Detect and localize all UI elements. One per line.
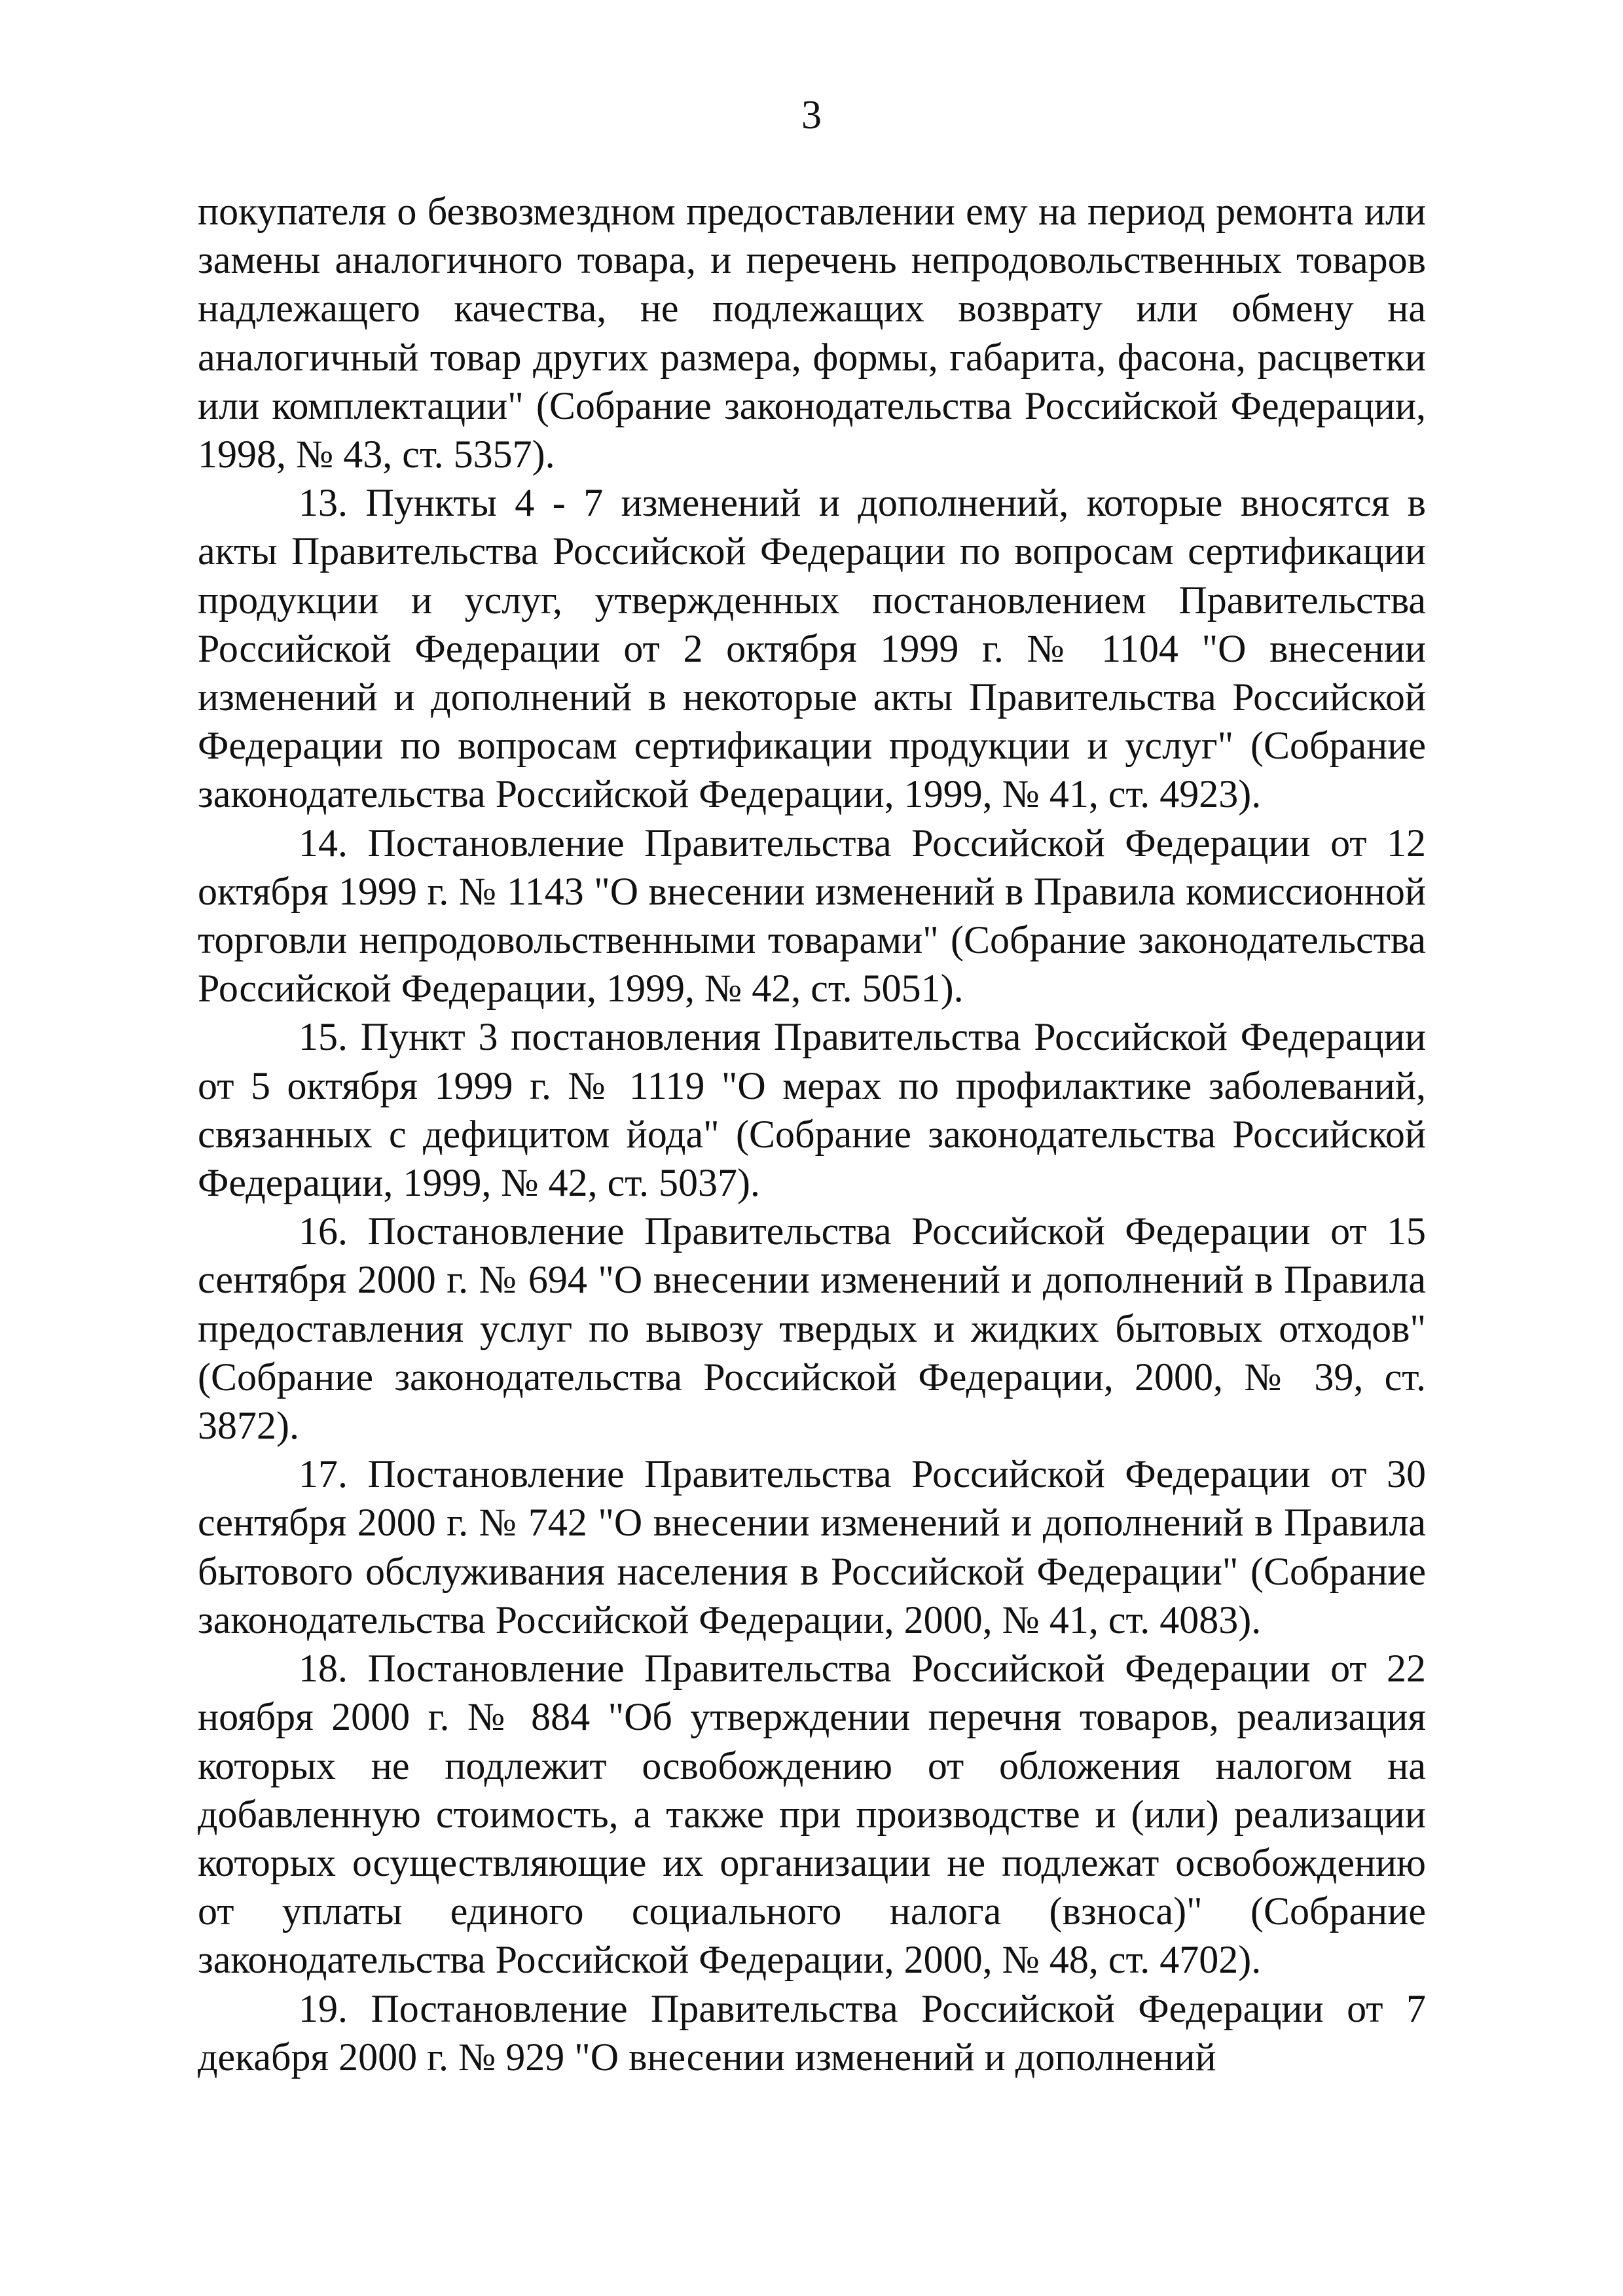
paragraph-item-13: 13. Пункты 4 - 7 изменений и дополнений, которые вносятся в акты Правительства Российской Федерации по вопросам сертификации продукции и услуг, утвержденных постановлением Правительства Российской Федерации от 2 октября 1999 г. № 1104 "О внесении изменений и дополнений в некоторые акты Правительства Российской Федерации по вопросам сертификации продукции и услуг" (Собрание законодательства Российской Федерации, 1999, № 41, ст. 4923). [198,481,1426,816]
paragraph-item-18: 18. Постановление Правительства Российской Федерации от 22 ноября 2000 г. № 884 "Об утверждении перечня товаров, реализация которых не подлежит освобождению от обложения налогом на добавленную стоимость, а также при производстве и (или) реализации которых осуществляющие их организации не подлежат освобождению от уплаты единого социального налога (взноса)" (Собрание законодательства Российской Федерации, 2000, № 48, ст. 4702). [198,1647,1426,1982]
document-body [198,187,1426,2081]
paragraph-item-19: 19. Постановление Правительства Российской Федерации от 7 декабря 2000 г. № 929 "О внесении изменений и дополнений [198,1986,1426,2079]
paragraph-item-15: 15. Пункт 3 постановления Правительства Российской Федерации от 5 октября 1999 г. № 1119 "О мерах по профилактике заболеваний, связанных с дефицитом йода" (Собрание законодательства Российской Федерации, 1999, № 42, ст. 5037). [198,1015,1426,1205]
page-number: 3 [801,93,822,137]
paragraph-item-14: 14. Постановление Правительства Российской Федерации от 12 октября 1999 г. № 1143 "О внесении изменений в Правила комиссионной торговли непродовольственными товарами" (Собрание законодательства Российской Федерации, 1999, № 42, ст. 5051). [198,821,1426,1011]
paragraph-item-16: 16. Постановление Правительства Российской Федерации от 15 сентября 2000 г. № 694 "О внесении изменений и дополнений в Правила предоставления услуг по вывозу твердых и жидких бытовых отходов" (Собрание законодательства Российской Федерации, 2000, № 39, ст. 3872). [198,1210,1426,1448]
paragraph-item-17: 17. Постановление Правительства Российской Федерации от 30 сентября 2000 г. № 742 "О внесении изменений и дополнений в Правила бытового обслуживания населения в Российской Федерации" (Собрание законодательства Российской Федерации, 2000, № 41, ст. 4083). [198,1452,1426,1641]
paragraph-continuation: покупателя о безвозмездном предоставлении ему на период ремонта или замены аналогичного товара, и перечень непродовольственных товаров надлежащего качества, не подлежащих возврату или обмену на аналогичный товар других размера, формы, габарита, фасона, расцветки или комплектации" (Собрание законодательства Российской Федерации, 1998, № 43, ст. 5357). [198,190,1426,476]
